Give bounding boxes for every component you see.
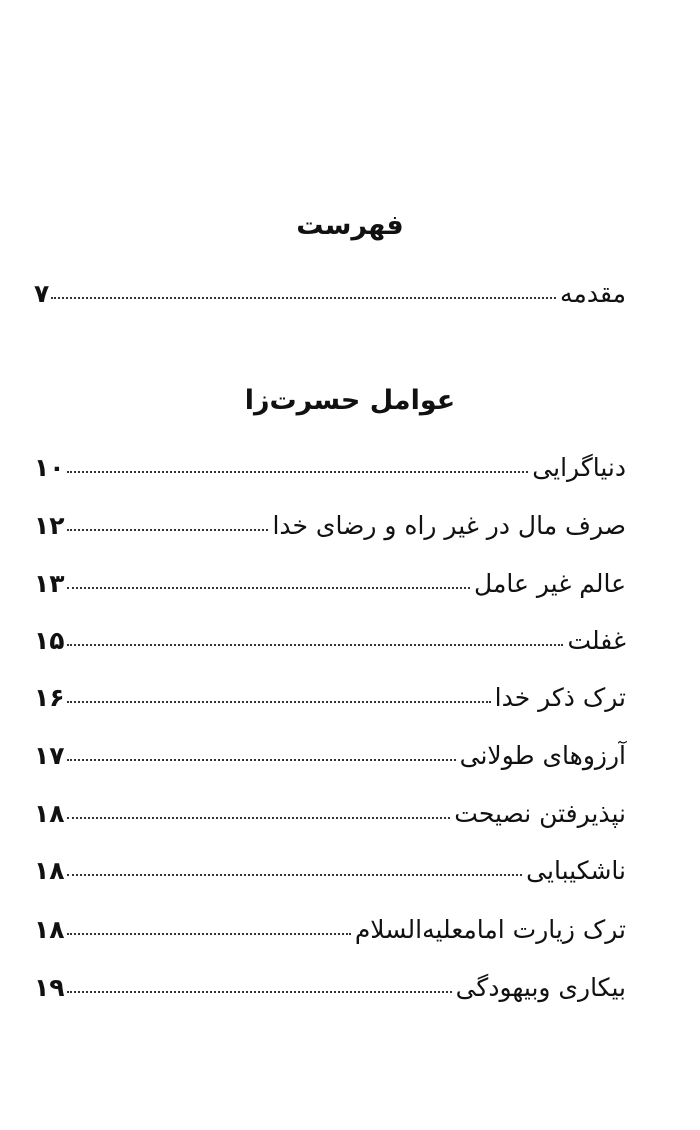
toc-entry-title: نپذیرفتن نصیحت	[454, 799, 626, 828]
dot-leader	[67, 817, 451, 819]
toc-entry-page-number: ۱۸	[34, 856, 65, 885]
dot-leader	[67, 471, 529, 473]
toc-entry[interactable]	[34, 440, 626, 480]
dot-leader	[67, 701, 491, 703]
toc-entry-title: ترک ذکر خدا	[494, 683, 626, 712]
dot-leader	[67, 529, 269, 531]
toc-entry-page-number: ۱۵	[34, 626, 65, 655]
toc-entry-title: آرزوهای طولانی	[459, 741, 626, 770]
toc-entry-title: دنیاگرایی	[532, 453, 626, 482]
toc-entry-title: صرف مال در غیر راه و رضای خدا	[272, 511, 626, 540]
toc-entry-title: ناشکیبایی	[526, 856, 626, 885]
toc-entry[interactable]	[34, 960, 626, 1000]
toc-entry-title: بیکاری وبیهودگی	[455, 973, 626, 1002]
toc-entry[interactable]	[34, 786, 626, 826]
toc-entry-page-number: ۱۶	[34, 683, 65, 712]
toc-entry[interactable]	[34, 843, 626, 883]
toc-entry-title: غفلت	[567, 626, 626, 655]
dot-leader	[67, 587, 471, 589]
toc-entry-page-number: ۱۸	[34, 799, 65, 828]
toc-entry-page-number: ۱۸	[34, 915, 65, 944]
dot-leader	[51, 297, 556, 299]
toc-heading: فهرست	[296, 210, 404, 241]
toc-entry[interactable]	[34, 613, 626, 653]
toc-entry[interactable]	[34, 670, 626, 710]
dot-leader	[67, 874, 523, 876]
dot-leader	[67, 759, 456, 761]
toc-entry[interactable]	[34, 498, 626, 538]
toc-entry-intro[interactable]	[34, 266, 626, 306]
toc-entry-page-number: ۱۷	[34, 741, 65, 770]
toc-entry-page-number: ۱۹	[34, 973, 65, 1002]
toc-entry-page-number: ۱۳	[34, 569, 65, 598]
toc-entry-title: ترک زیارت امامعليه‌السلام	[354, 915, 626, 944]
toc-entry[interactable]	[34, 556, 626, 596]
dot-leader	[67, 933, 351, 935]
toc-entry-page-number: ۱۲	[34, 511, 65, 540]
toc-entry[interactable]	[34, 902, 626, 942]
dot-leader	[67, 991, 452, 993]
toc-entry-title: مقدمه	[560, 279, 626, 308]
toc-entry-title: عالم غیر عامل	[474, 569, 626, 598]
toc-entry-page-number: ۷	[34, 279, 50, 308]
section-heading: عوامل حسرت‌زا	[244, 385, 456, 416]
dot-leader	[67, 644, 564, 646]
toc-entry[interactable]	[34, 728, 626, 768]
toc-entry-page-number: ۱۰	[34, 453, 65, 482]
